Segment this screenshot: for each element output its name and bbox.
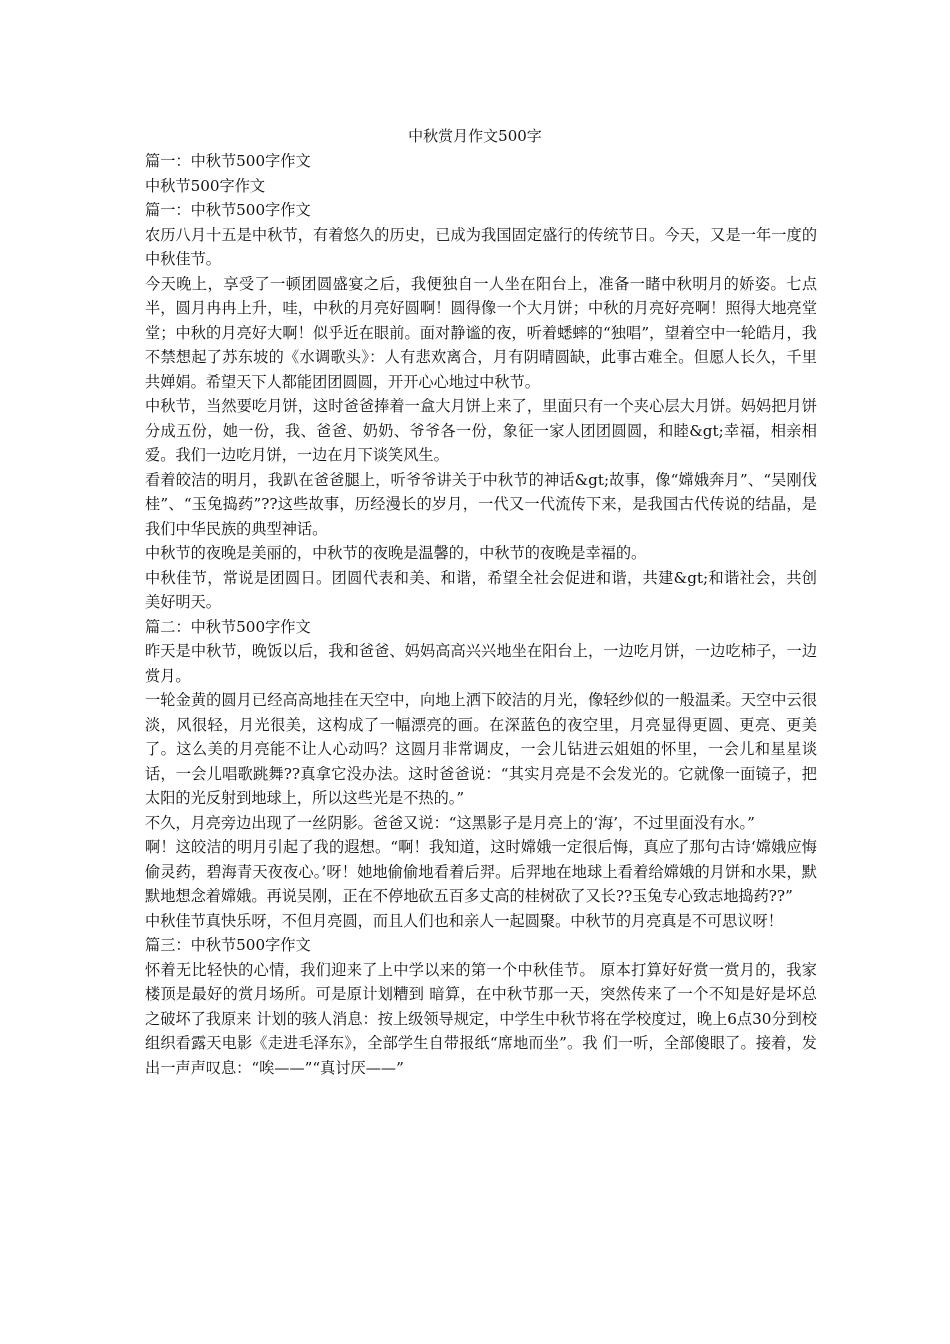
paragraph: 中秋佳节，常说是团圆日。团圆代表和美、和谐，希望全社会促进和谐，共建&gt;和谐社会，共创美好明天。 <box>145 568 817 611</box>
section-heading: 篇一：中秋节500字作文 <box>145 201 311 219</box>
paragraph: 昨天是中秋节，晚饭以后，我和爸爸、妈妈高高兴兴地坐在阳台上，一边吃月饼，一边吃柿子，一边赏月。 <box>145 642 817 685</box>
paragraph: 看着皎洁的明月，我趴在爸爸腿上，听爷爷讲关于中秋节的神话&gt;故事，像“嫦娥奔月”、“吴刚伐桂”、“玉兔捣药”??这些故事，历经漫长的岁月，一代又一代流传下来，是我国古代传说的结晶，是我们中华民族的典型神话。 <box>145 470 817 538</box>
paragraph: 今天晚上，享受了一顿团圆盛宴之后，我便独自一人坐在阳台上，准备一睹中秋明月的娇姿。七点半，圆月冉冉上升，哇，中秋的月亮好圆啊！圆得像一个大月饼；中秋的月亮好亮啊！照得大地亮堂堂；中秋的月亮好大啊！似乎近在眼前。面对静谧的夜，听着蟋蟀的“独唱”，望着空中一轮皓月，我不禁想起了苏东坡的《水调歌头》：人有悲欢离合，月有阴晴圆缺，此事古难全。但愿人长久，千里共婵娟。希望天下人都能团团圆圆，开开心心地过中秋节。 <box>145 274 817 391</box>
paragraph: 一轮金黄的圆月已经高高地挂在天空中，向地上洒下皎洁的月光，像轻纱似的一般温柔。天空中云很淡，风很轻，月光很美，这构成了一幅漂亮的画。在深蓝色的夜空里，月亮显得更圆、更亮、更美了。这么美的月亮能不让人心动吗？这圆月非常调皮，一会儿钻进云姐姐的怀里，一会儿和星星谈话，一会儿唱歌跳舞??真拿它没办法。这时爸爸说：“其实月亮是不会发光的。它就像一面镜子，把太阳的光反射到地球上，所以这些光是不热的。” <box>145 691 817 807</box>
paragraph: 中秋节的夜晚是美丽的，中秋节的夜晚是温馨的，中秋节的夜晚是幸福的。 <box>145 544 647 562</box>
paragraph: 怀着无比轻快的心情，我们迎来了上中学以来的第一个中秋佳节。 原本打算好好赏一赏月的，我家楼顶是最好的赏月场所。可是原计划糟到 暗算，在中秋节那一天，突然传来了一个不知是好是坏总之破坏了我原来 计划的骇人消息：按上级领导规定，中学生中秋节将在学校度过，晚上6点30分到校组织看露天电影《走进毛泽东》，全部学生自带报纸“席地而坐”。我 们一听，全部傻眼了。接着，发出一声声叹息：“唉——”“真讨厌——” <box>145 960 817 1077</box>
section-heading: 篇一：中秋节500字作文 <box>145 152 311 170</box>
sub-heading: 中秋节500字作文 <box>145 176 266 195</box>
paragraph: 啊！这皎洁的明月引起了我的遐想。“啊！我知道，这时嫦娥一定很后悔，真应了那句古诗‘嫦娥应悔偷灵药，碧海青天夜夜心。’呀！她地偷偷地看着后羿。后羿地在地球上看着给嫦娥的月饼和水果，默默地想念着嫦娥。再说吴刚，正在不停地砍五百多丈高的桂树砍了又长??玉兔专心致志地捣药??” <box>145 838 817 905</box>
section-heading: 篇二：中秋节500字作文 <box>145 617 311 636</box>
paragraph: 中秋节，当然要吃月饼，这时爸爸捧着一盒大月饼上来了，里面只有一个夹心层大月饼。妈妈把月饼分成五份，她一份，我、爸爸、奶奶、爷爷各一份，象征一家人团团圆圆，和睦&gt;幸福，相亲相爱。我们一边吃月饼，一边在月下谈笑风生。 <box>145 397 817 464</box>
document-body <box>145 149 817 1080</box>
paragraph: 不久，月亮旁边出现了一丝阴影。爸爸又说：“这黑影子是月亮上的‘海’，不过里面没有水。” <box>145 813 755 832</box>
document-title: 中秋赏月作文500字 <box>408 127 542 145</box>
paragraph: 中秋佳节真快乐呀，不但月亮圆，而且人们也和亲人一起圆聚。中秋节的月亮真是不可思议呀！ <box>145 911 783 930</box>
section-heading: 篇三：中秋节500字作文 <box>145 936 311 954</box>
paragraph: 农历八月十五是中秋节，有着悠久的历史，已成为我国固定盛行的传统节日。今天，又是一年一度的中秋佳节。 <box>145 225 817 268</box>
